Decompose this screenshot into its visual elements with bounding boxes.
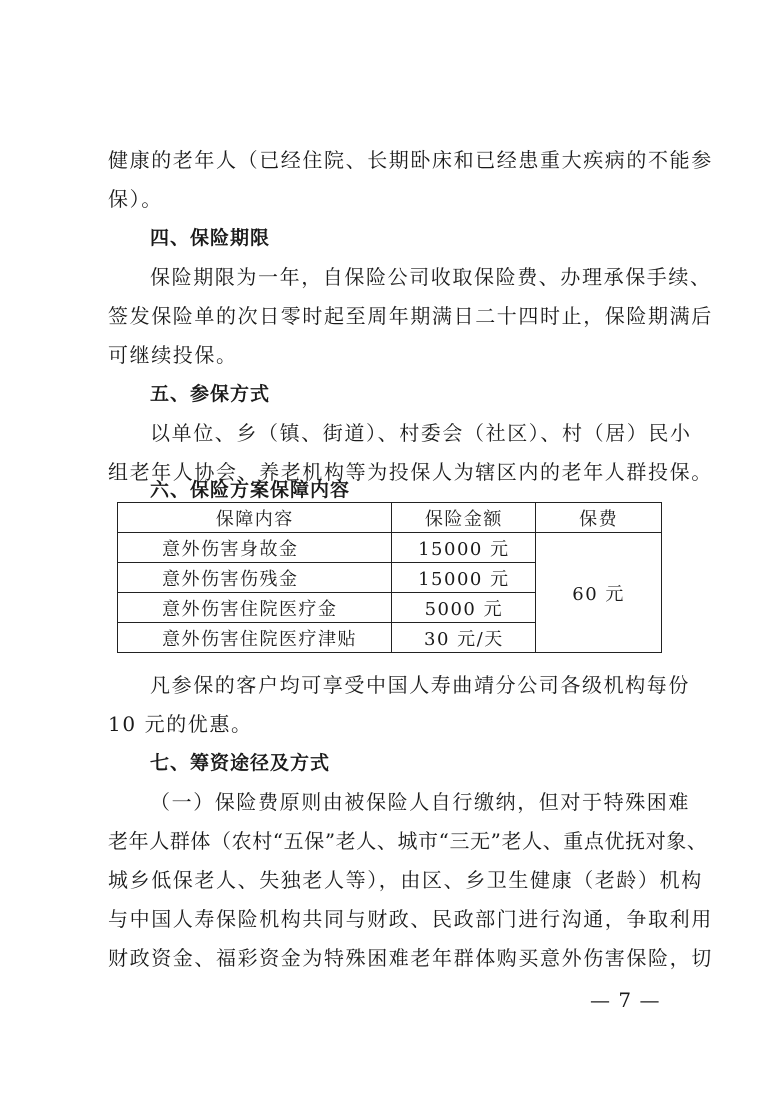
paragraph-line: 老年人群体（农村“五保”老人、城市“三无”老人、重点优抚对象、 — [108, 829, 708, 853]
coverage-item: 意外伤害身故金 — [118, 533, 392, 563]
section-heading-funding: 七、筹资途径及方式 — [150, 752, 331, 774]
paragraph-line: 与中国人寿保险机构共同与财政、民政部门进行沟通，争取利用 — [108, 907, 713, 931]
section-heading-method: 五、参保方式 — [150, 383, 271, 405]
paragraph-line: 财政资金、福彩资金为特殊困难老年群体购买意外伤害保险，切 — [108, 946, 713, 970]
table-header-row — [118, 503, 662, 533]
coverage-amount: 15000 元 — [392, 563, 536, 593]
table-row — [118, 533, 662, 563]
paragraph-line: 签发保险单的次日零时起至周年期满日二十四时止，保险期满后 — [108, 304, 713, 328]
paragraph-line: 凡参保的客户均可享受中国人寿曲靖分公司各级机构每份 — [150, 673, 690, 697]
paragraph-line: 保险期限为一年，自保险公司收取保险费、办理承保手续、 — [150, 265, 712, 289]
paragraph-line: 10 元的优惠。 — [108, 712, 253, 736]
section-heading-coverage: 六、保险方案保障内容 — [150, 479, 351, 501]
column-header-premium: 保费 — [536, 503, 662, 533]
paragraph-line: 组老年人协会、养老机构等为投保人为辖区内的老年人群投保。 — [108, 460, 713, 484]
column-header-item: 保障内容 — [118, 503, 392, 533]
coverage-table — [117, 502, 662, 653]
premium-cell: 60 元 — [536, 533, 662, 653]
coverage-item: 意外伤害住院医疗津贴 — [118, 623, 392, 653]
column-header-amount: 保险金额 — [392, 503, 536, 533]
paragraph-line: （一）保险费原则由被保险人自行缴纳，但对于特殊困难 — [150, 790, 690, 814]
coverage-amount: 15000 元 — [392, 533, 536, 563]
paragraph-line: 保）。 — [108, 187, 163, 211]
paragraph-line: 健康的老年人（已经住院、长期卧床和已经患重大疾病的不能参 — [108, 148, 713, 172]
paragraph-line: 可继续投保。 — [108, 343, 238, 367]
coverage-item: 意外伤害伤残金 — [118, 563, 392, 593]
coverage-item: 意外伤害住院医疗金 — [118, 593, 392, 623]
page-number: — 7 — — [590, 988, 661, 1012]
coverage-amount: 30 元/天 — [392, 623, 536, 653]
paragraph-line: 以单位、乡（镇、街道）、村委会（社区）、村（居）民小 — [150, 421, 692, 445]
section-heading-period: 四、保险期限 — [150, 227, 271, 249]
coverage-amount: 5000 元 — [392, 593, 536, 623]
paragraph-line: 城乡低保老人、失独老人等），由区、乡卫生健康（老龄）机构 — [108, 868, 703, 892]
